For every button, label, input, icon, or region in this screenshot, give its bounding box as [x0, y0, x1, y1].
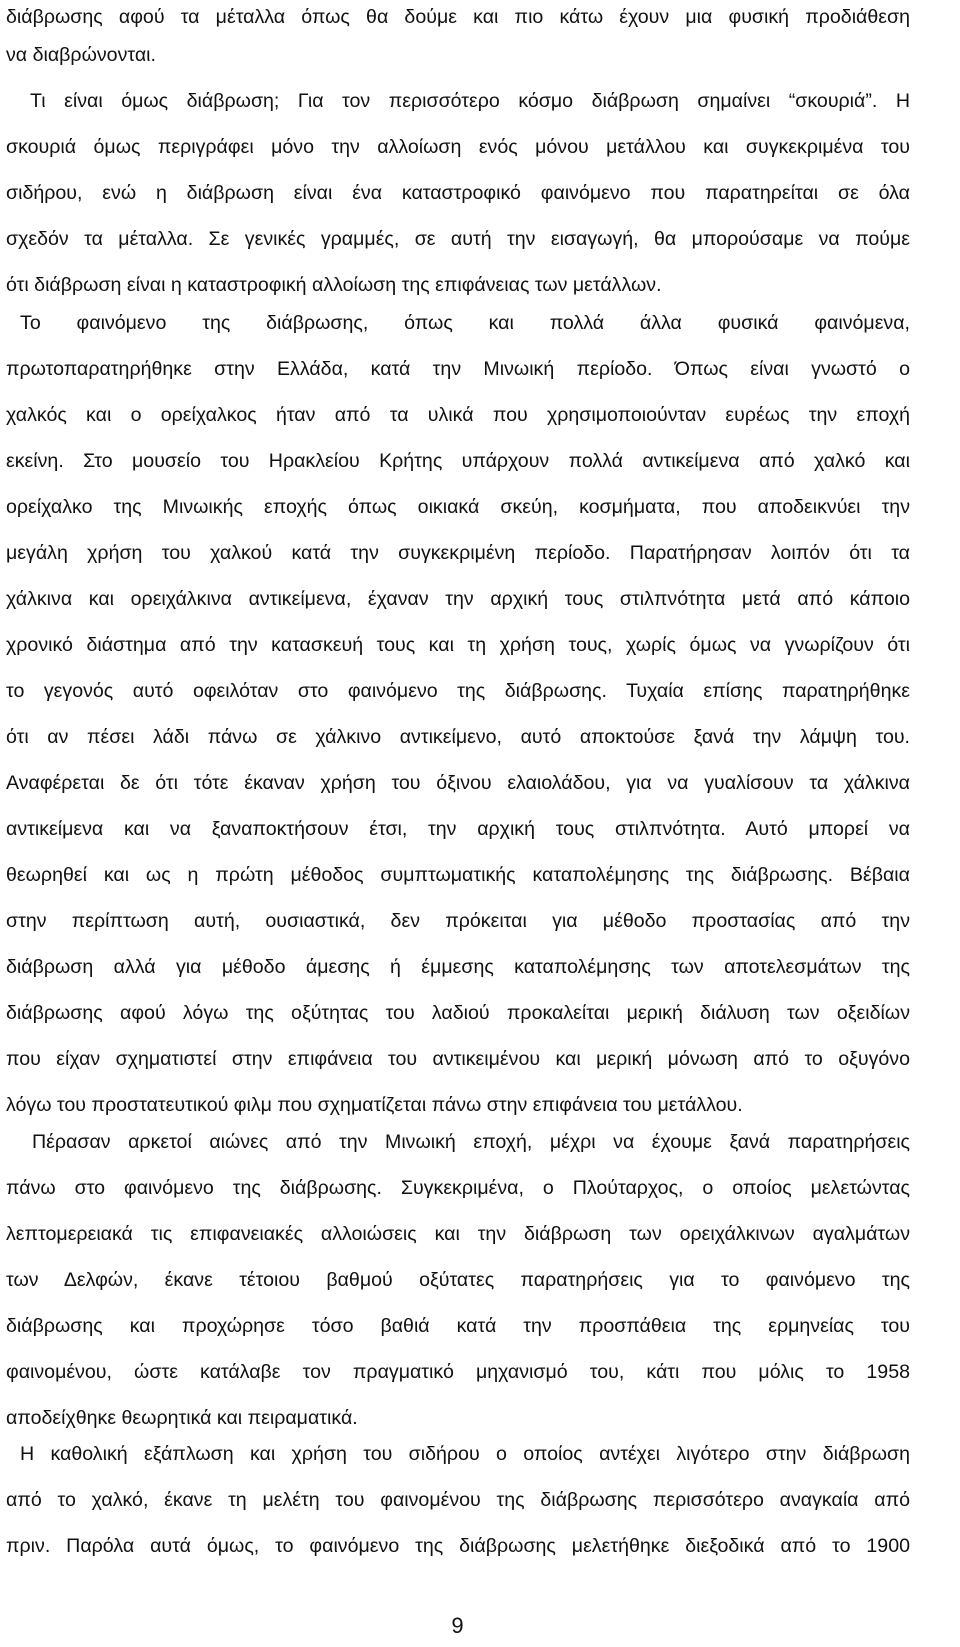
- text-line: Πέρασαν αρκετοί αιώνες από την Μινωική εποχή, μέχρι να έχουμε ξανά παρατηρήσεις: [32, 1131, 910, 1153]
- text-line: ορείχαλκο της Μινωικής εποχής όπως οικιακά σκεύη, κοσμήματα, που αποδεικνύει την: [6, 496, 910, 518]
- text-line: ότι αν πέσει λάδι πάνω σε χάλκινο αντικείμενο, αυτό αποκτούσε ξανά την λάμψη του.: [6, 726, 910, 748]
- text-line: που είχαν σχηματιστεί στην επιφάνεια του αντικειμένου και μερική μόνωση από το οξυγόνο: [6, 1048, 910, 1070]
- text-line: ότι διάβρωση είναι η καταστροφική αλλοίωση της επιφάνειας των μετάλλων.: [6, 274, 662, 296]
- text-line: το γεγονός αυτό οφειλόταν στο φαινόμενο της διάβρωσης. Τυχαία επίσης παρατηρήθηκε: [6, 680, 910, 702]
- text-line: πάνω στο φαινόμενο της διάβρωσης. Συγκεκριμένα, ο Πλούταρχος, ο οποίος μελετώντας: [6, 1177, 910, 1199]
- text-line: εκείνη. Στο μουσείο του Ηρακλείου Κρήτης υπάρχουν πολλά αντικείμενα από χαλκό και: [6, 450, 910, 472]
- text-line: Το φαινόμενο της διάβρωσης, όπως και πολλά άλλα φυσικά φαινόμενα,: [20, 312, 910, 334]
- text-line: φαινομένου, ώστε κατάλαβε τον πραγματικό μηχανισμό του, κάτι που μόλις το 1958: [6, 1361, 910, 1383]
- text-line: Η καθολική εξάπλωση και χρήση του σιδήρου ο οποίος αντέχει λιγότερο στην διάβρωση: [20, 1443, 910, 1465]
- text-line: αντικείμενα και να ξαναποκτήσουν έτσι, την αρχική τους στιλπνότητα. Αυτό μπορεί να: [6, 818, 910, 840]
- text-line: Αναφέρεται δε ότι τότε έκαναν χρήση του όξινου ελαιολάδου, για να γυαλίσουν τα χάλκινα: [6, 772, 910, 794]
- text-line: από το χαλκό, έκανε τη μελέτη του φαινομένου της διάβρωσης περισσότερο αναγκαία από: [6, 1489, 910, 1511]
- text-line: θεωρηθεί και ως η πρώτη μέθοδος συμπτωματικής καταπολέμησης της διάβρωσης. Βέβαια: [6, 864, 910, 886]
- text-line: διάβρωση αλλά για μέθοδο άμεσης ή έμμεσης καταπολέμησης των αποτελεσμάτων της: [6, 956, 910, 978]
- text-line: στην περίπτωση αυτή, ουσιαστικά, δεν πρόκειται για μέθοδο προστασίας από την: [6, 910, 910, 932]
- text-line: διάβρωσης αφού τα μέταλλα όπως θα δούμε και πιο κάτω έχουν μια φυσική προδιάθεση: [6, 6, 910, 28]
- text-line: χάλκινα και ορειχάλκινα αντικείμενα, έχαναν την αρχική τους στιλπνότητα μετά από κάποιο: [6, 588, 910, 610]
- text-line: διάβρωσης αφού λόγω της οξύτητας του λαδιού προκαλείται μερική διάλυση των οξειδίων: [6, 1002, 910, 1024]
- page-number: 9: [451, 1613, 464, 1638]
- text-line: σκουριά όμως περιγράφει μόνο την αλλοίωση ενός μόνου μετάλλου και συγκεκριμένα του: [6, 136, 910, 158]
- text-line: να διαβρώνονται.: [6, 44, 156, 66]
- text-line: αποδείχθηκε θεωρητικά και πειραματικά.: [6, 1407, 358, 1429]
- text-line: λόγω του προστατευτικού φιλμ που σχηματίζεται πάνω στην επιφάνεια του μετάλλου.: [6, 1094, 743, 1116]
- text-line: μεγάλη χρήση του χαλκού κατά την συγκεκριμένη περίοδο. Παρατήρησαν λοιπόν ότι τα: [6, 542, 910, 564]
- text-line: πρωτοπαρατηρήθηκε στην Ελλάδα, κατά την Μινωική περίοδο. Όπως είναι γνωστό ο: [6, 358, 910, 380]
- text-line: Τι είναι όμως διάβρωση; Για τον περισσότερο κόσμο διάβρωση σημαίνει “σκουριά”. Η: [30, 90, 910, 112]
- text-line: λεπτομερειακά τις επιφανειακές αλλοιώσεις και την διάβρωση των ορειχάλκινων αγαλμάτων: [6, 1223, 910, 1245]
- text-line: σιδήρου, ενώ η διάβρωση είναι ένα καταστροφικό φαινόμενο που παρατηρείται σε όλα: [6, 182, 910, 204]
- text-line: σχεδόν τα μέταλλα. Σε γενικές γραμμές, σε αυτή την εισαγωγή, θα μπορούσαμε να πούμε: [6, 228, 910, 250]
- text-line: χαλκός και ο ορείχαλκος ήταν από τα υλικά που χρησιμοποιούνταν ευρέως την εποχή: [6, 404, 910, 426]
- text-line: πριν. Παρόλα αυτά όμως, το φαινόμενο της διάβρωσης μελετήθηκε διεξοδικά από το 1900: [6, 1535, 910, 1557]
- text-line: διάβρωσης και προχώρησε τόσο βαθιά κατά την προσπάθεια της ερμηνείας του: [6, 1315, 910, 1337]
- text-line: των Δελφών, έκανε τέτοιου βαθμού οξύτατες παρατηρήσεις για το φαινόμενο της: [6, 1269, 910, 1291]
- text-line: χρονικό διάστημα από την κατασκευή τους και τη χρήση τους, χωρίς όμως να γνωρίζουν ότι: [6, 634, 910, 656]
